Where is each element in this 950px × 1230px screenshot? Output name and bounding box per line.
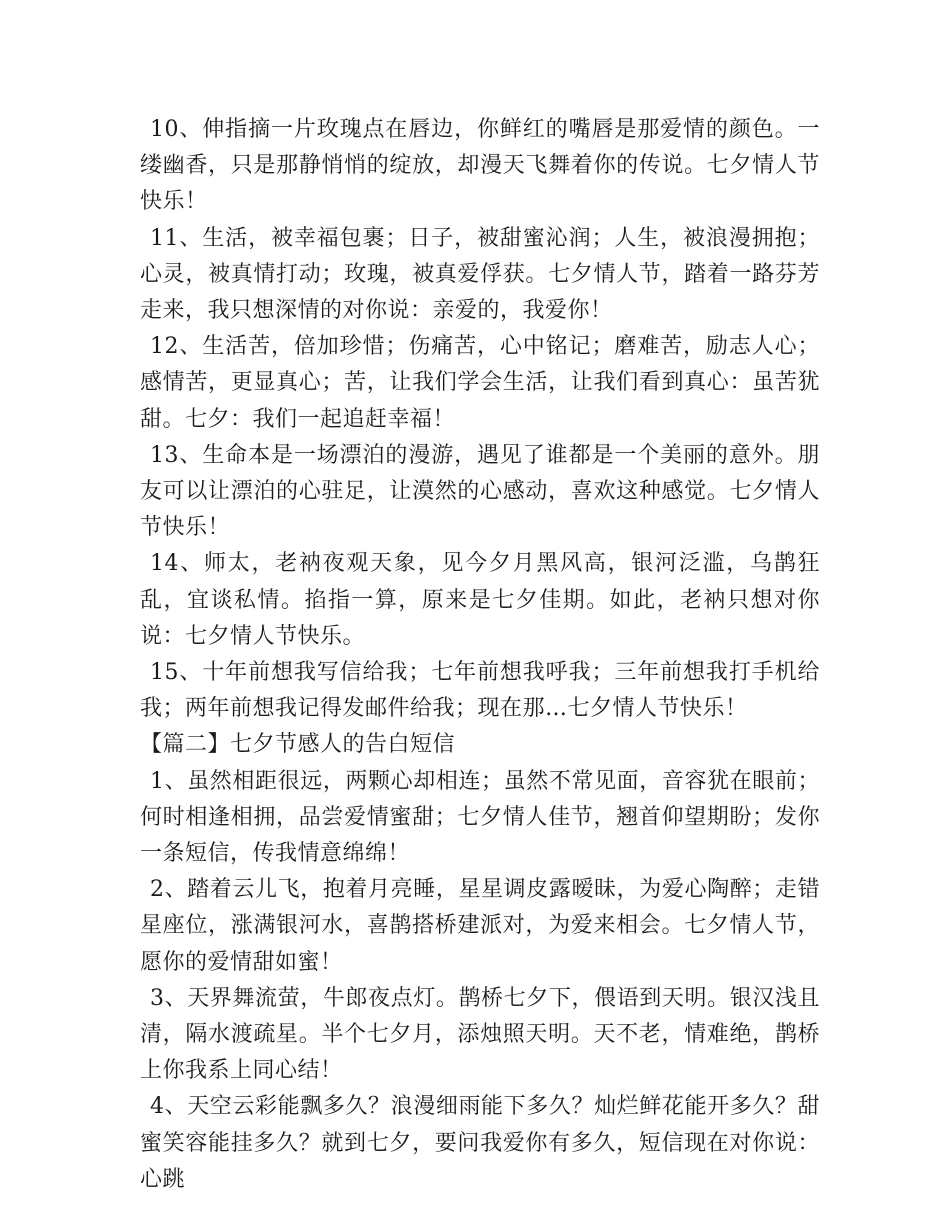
- paragraph-12: 12、生活苦，倍加珍惜；伤痛苦，心中铭记；磨难苦，励志人心；感情苦，更显真心；苦，让我们学会生活，让我们看到真心：虽苦犹甜。七夕：我们一起追赶幸福！: [140, 334, 820, 432]
- paragraph-11: 11、生活，被幸福包裹；日子，被甜蜜沁润；人生，被浪漫拥抱；心灵，被真情打动；玫瑰，被真爱俘获。七夕情人节，踏着一路芬芳走来，我只想深情的对你说：亲爱的，我爱你！: [140, 225, 820, 324]
- section-paragraph-3: 3、天界舞流萤，牛郎夜点灯。鹊桥七夕下，偎语到天明。银汉浅且清，隔水渡疏星。半个七夕月，添烛照天明。天不老，情难绝，鹊桥上你我系上同心结！: [140, 985, 820, 1084]
- document-body: [140, 112, 820, 1198]
- paragraph-10: 10、伸指摘一片玫瑰点在唇边，你鲜红的嘴唇是那爱情的颜色。一缕幽香，只是那静悄悄的绽放，却漫天飞舞着你的传说。七夕情人节快乐！: [140, 117, 820, 215]
- section-paragraph-2: 2、踏着云儿飞，抱着月亮睡，星星调皮露暧昧，为爱心陶醉；走错星座位，涨满银河水，喜鹊搭桥建派对，为爱来相会。七夕情人节，愿你的爱情甜如蜜！: [140, 877, 820, 975]
- section-heading: 【篇二】七夕节感人的告白短信: [140, 732, 456, 758]
- section-paragraph-1: 1、虽然相距很远，两颗心却相连；虽然不常见面，音容犹在眼前；何时相逢相拥，品尝爱情蜜甜；七夕情人佳节，翘首仰望期盼；发你一条短信，传我情意绵绵！: [140, 768, 820, 867]
- paragraph-13: 13、生命本是一场漂泊的漫游，遇见了谁都是一个美丽的意外。朋友可以让漂泊的心驻足，让漠然的心感动，喜欢这种感觉。七夕情人节快乐！: [140, 442, 820, 541]
- paragraph-14: 14、师太，老衲夜观天象，见今夕月黑风高，银河泛滥，乌鹊狂乱，宜谈私情。掐指一算，原来是七夕佳期。如此，老衲只想对你说：七夕情人节快乐。: [140, 551, 820, 649]
- paragraph-15: 15、十年前想我写信给我；七年前想我呼我；三年前想我打手机给我；两年前想我记得发邮件给我；现在那…七夕情人节快乐！: [140, 660, 820, 722]
- section-paragraph-4: 4、天空云彩能飘多久？浪漫细雨能下多久？灿烂鲜花能开多久？甜蜜笑容能挂多久？就到七夕，要问我爱你有多久，短信现在对你说：心跳: [140, 1094, 820, 1192]
